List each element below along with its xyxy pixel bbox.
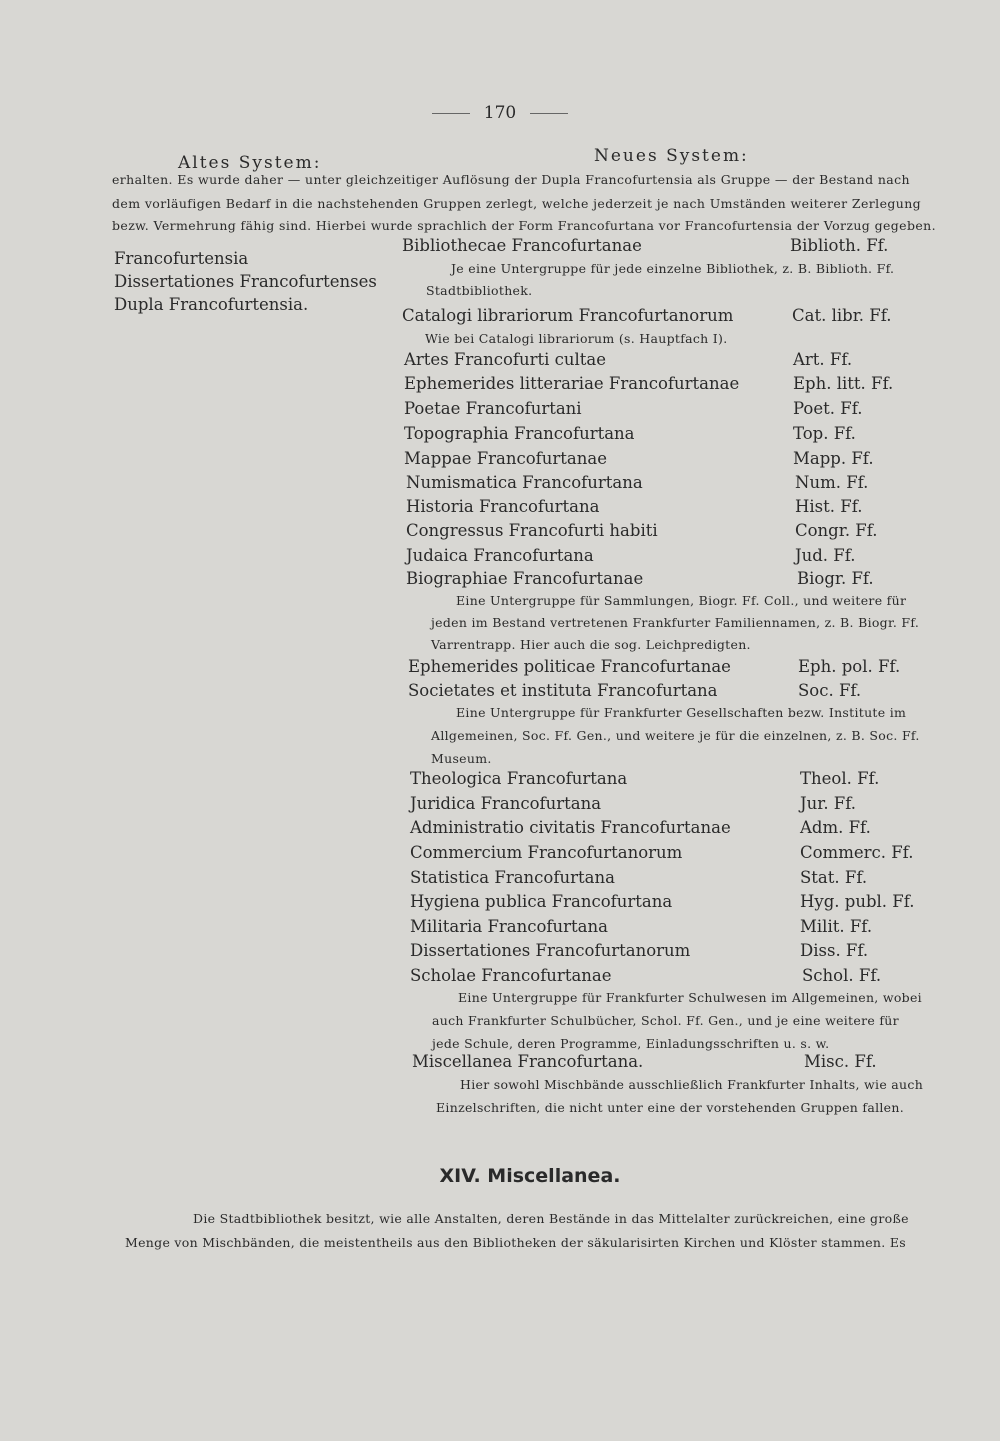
group-name: Ephemerides litterariae Francofurtanae xyxy=(404,374,740,393)
old-system-header: Altes System: xyxy=(178,153,322,173)
group-note-line: Einzelschriften, die nicht unter eine der vorstehenden Gruppen fallen. xyxy=(436,1100,904,1115)
group-note-line: auch Frankfurter Schulbücher, Schol. Ff. Gen., und je eine weitere für xyxy=(432,1013,899,1028)
group-abbreviation: Schol. Ff. xyxy=(802,966,882,985)
group-note-line: Eine Untergruppe für Frankfurter Gesellschaften bezw. Institute im xyxy=(456,705,907,720)
group-name: Juridica Francofurtana xyxy=(410,794,602,813)
group-name: Congressus Francofurti habiti xyxy=(406,521,658,540)
intro-line: erhalten. Es wurde daher — unter gleichzeitiger Auflösung der Dupla Francofurtensia als Gruppe — der Bestand nach xyxy=(112,172,910,187)
group-name: Catalogi librariorum Francofurtanorum xyxy=(402,306,734,325)
group-note-line: Stadtbibliothek. xyxy=(426,283,533,298)
old-system-item: Dissertationes Francofurtenses xyxy=(114,272,377,291)
group-name: Societates et instituta Francofurtana xyxy=(408,681,718,700)
group-name: Militaria Francofurtana xyxy=(410,917,608,936)
group-note-line: Hier sowohl Mischbände ausschließlich Frankfurter Inhalts, wie auch xyxy=(460,1077,924,1092)
group-abbreviation: Congr. Ff. xyxy=(795,521,878,540)
group-note-line: Je eine Untergruppe für jede einzelne Bibliothek, z. B. Biblioth. Ff. xyxy=(451,261,895,276)
group-abbreviation: Soc. Ff. xyxy=(798,681,862,700)
group-note-line: Eine Untergruppe für Sammlungen, Biogr. Ff. Coll., und weitere für xyxy=(456,593,907,608)
group-name: Ephemerides politicae Francofurtanae xyxy=(408,657,731,676)
group-note-line: jede Schule, deren Programme, Einladungsschriften u. s. w. xyxy=(432,1036,830,1051)
group-name: Historia Francofurtana xyxy=(406,497,600,516)
intro-line: dem vorläufigen Bedarf in die nachstehenden Gruppen zerlegt, welche jederzeit je nach Umständen weiterer Zerlegung xyxy=(112,196,922,211)
group-name: Numismatica Francofurtana xyxy=(406,473,643,492)
group-name: Administratio civitatis Francofurtanae xyxy=(410,818,731,837)
body-line: Menge von Mischbänden, die meistentheils aus den Bibliotheken der säkularisirten Kirchen und Klöster stammen. Es xyxy=(125,1235,906,1250)
group-name: Mappae Francofurtanae xyxy=(404,449,607,468)
group-note-line: Allgemeinen, Soc. Ff. Gen., und weitere je für die einzelnen, z. B. Soc. Ff. xyxy=(431,728,920,743)
group-name: Miscellanea Francofurtana. xyxy=(412,1052,644,1071)
group-abbreviation: Mapp. Ff. xyxy=(793,449,874,468)
group-name: Statistica Francofurtana xyxy=(410,868,615,887)
group-name: Topographia Francofurtana xyxy=(404,424,635,443)
group-name: Judaica Francofurtana xyxy=(406,546,594,565)
group-note-line: Varrentrapp. Hier auch die sog. Leichpredigten. xyxy=(431,637,751,652)
section-title: XIV. Miscellanea. xyxy=(439,1165,621,1187)
old-system-item: Francofurtensia xyxy=(114,249,249,268)
intro-line: bezw. Vermehrung fähig sind. Hierbei wurde sprachlich der Form Francofurtana vor Francofurtensia der Vorzug gegeben. xyxy=(112,218,937,233)
group-abbreviation: Hyg. publ. Ff. xyxy=(800,892,915,911)
group-abbreviation: Hist. Ff. xyxy=(795,497,863,516)
page-number: 170 xyxy=(0,103,1000,123)
group-abbreviation: Adm. Ff. xyxy=(800,818,871,837)
group-name: Theologica Francofurtana xyxy=(410,769,628,788)
group-note-line: jeden im Bestand vertretenen Frankfurter Familiennamen, z. B. Biogr. Ff. xyxy=(431,615,920,630)
new-system-header: Neues System: xyxy=(594,146,749,166)
group-abbreviation: Poet. Ff. xyxy=(793,399,863,418)
group-abbreviation: Jur. Ff. xyxy=(800,794,857,813)
group-abbreviation: Num. Ff. xyxy=(795,473,869,492)
group-name: Poetae Francofurtani xyxy=(404,399,582,418)
group-name: Dissertationes Francofurtanorum xyxy=(410,941,691,960)
group-abbreviation: Cat. libr. Ff. xyxy=(792,306,892,325)
group-abbreviation: Commerc. Ff. xyxy=(800,843,914,862)
group-name: Commercium Francofurtanorum xyxy=(410,843,683,862)
group-name: Hygiena publica Francofurtana xyxy=(410,892,673,911)
group-abbreviation: Stat. Ff. xyxy=(800,868,868,887)
group-abbreviation: Diss. Ff. xyxy=(800,941,869,960)
group-abbreviation: Top. Ff. xyxy=(793,424,856,443)
body-line: Die Stadtbibliothek besitzt, wie alle Anstalten, deren Bestände in das Mittelalter zurückreichen, eine große xyxy=(193,1211,909,1226)
group-abbreviation: Art. Ff. xyxy=(793,350,853,369)
group-abbreviation: Milit. Ff. xyxy=(800,917,873,936)
group-name: Biographiae Francofurtanae xyxy=(406,569,644,588)
group-note-line: Eine Untergruppe für Frankfurter Schulwesen im Allgemeinen, wobei xyxy=(458,990,922,1005)
group-note-line: Wie bei Catalogi librariorum (s. Hauptfach I). xyxy=(425,331,728,346)
group-abbreviation: Biogr. Ff. xyxy=(797,569,874,588)
group-name: Artes Francofurti cultae xyxy=(404,350,607,369)
group-abbreviation: Eph. litt. Ff. xyxy=(793,374,894,393)
group-abbreviation: Eph. pol. Ff. xyxy=(798,657,901,676)
group-abbreviation: Theol. Ff. xyxy=(800,769,880,788)
group-abbreviation: Jud. Ff. xyxy=(795,546,856,565)
group-note-line: Museum. xyxy=(431,751,492,766)
old-system-item: Dupla Francofurtensia. xyxy=(114,295,309,314)
group-name: Scholae Francofurtanae xyxy=(410,966,612,985)
group-abbreviation: Misc. Ff. xyxy=(804,1052,877,1071)
group-abbreviation: Biblioth. Ff. xyxy=(790,236,889,255)
group-name: Bibliothecae Francofurtanae xyxy=(402,236,642,255)
